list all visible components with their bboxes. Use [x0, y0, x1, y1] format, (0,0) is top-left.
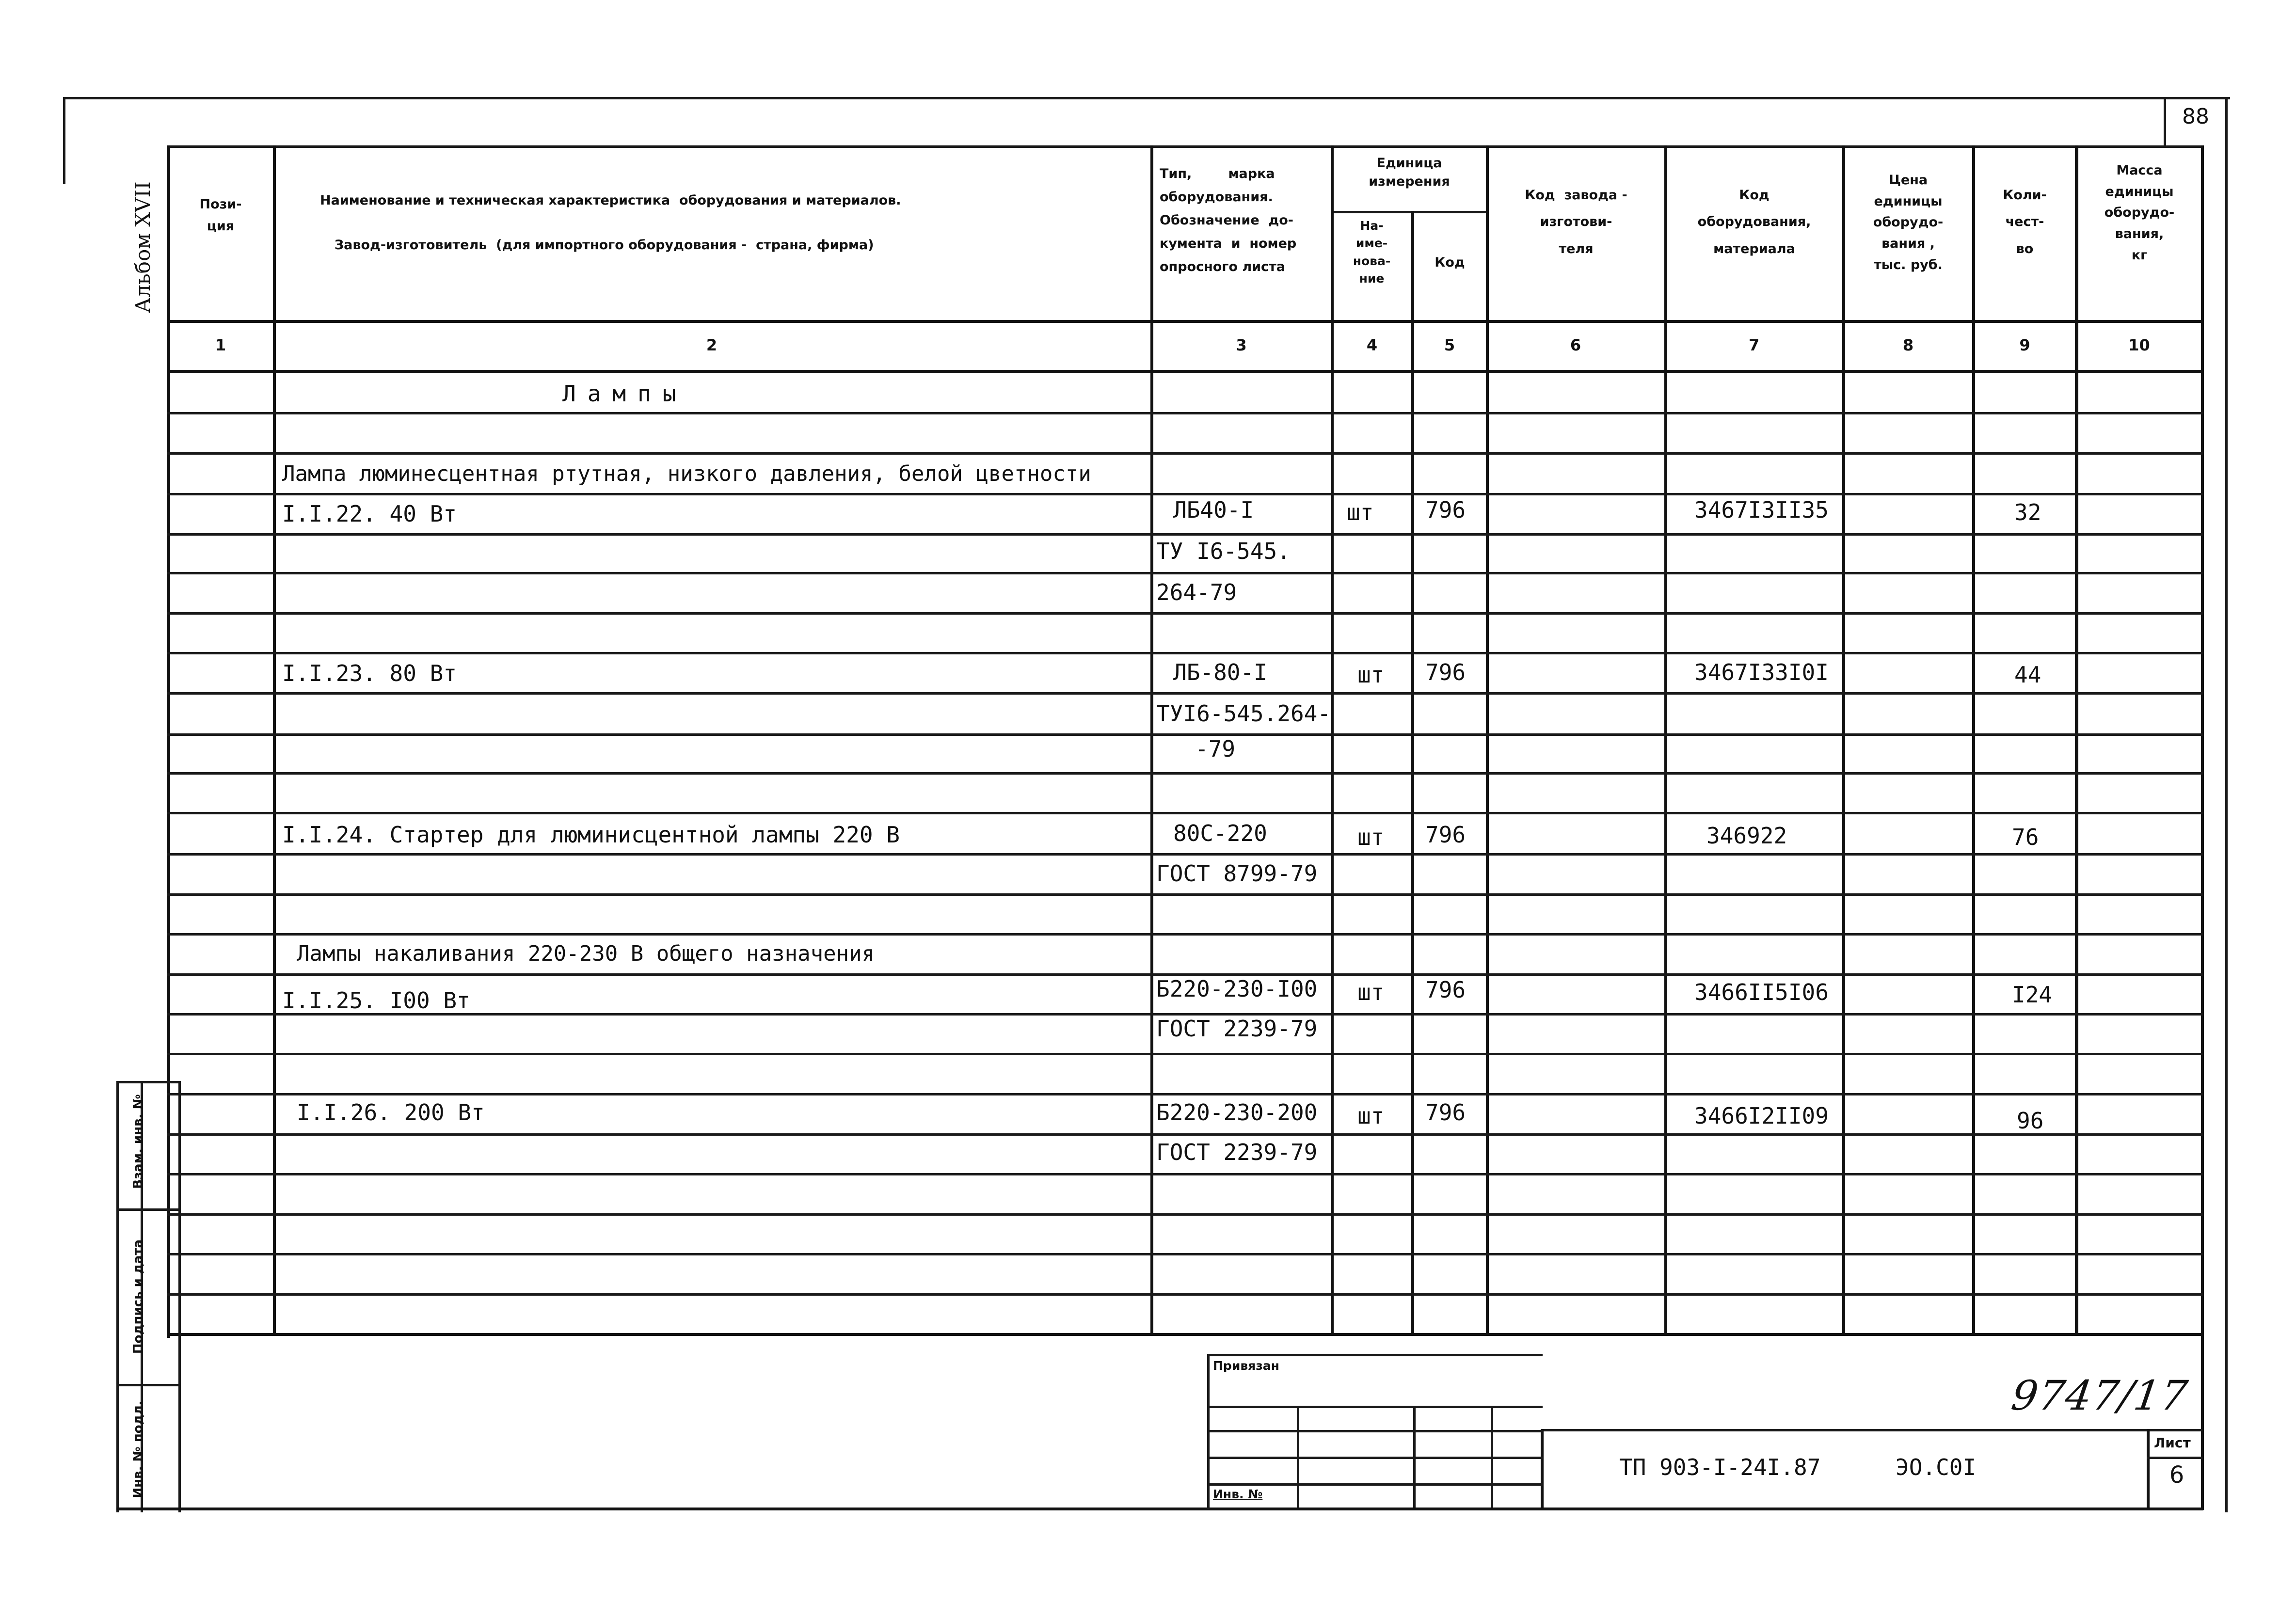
row-line	[167, 692, 2203, 695]
colnum-bottom-line	[167, 370, 2203, 373]
item-type-doc: ГОСТ 2239-79	[1156, 1139, 1318, 1165]
side-label-inv: Инв. № подл.	[131, 1400, 145, 1498]
col-number-10: 10	[2128, 336, 2150, 354]
col-number-5: 5	[1444, 336, 1455, 354]
page-number-box-left	[2164, 97, 2166, 148]
unit-split-line	[1331, 211, 1486, 213]
header-bottom-line	[167, 320, 2203, 323]
col-line-0	[167, 145, 170, 1338]
item-unit-code: 796	[1425, 822, 1466, 848]
header-name-line1: Наименование и техническая характеристика оборудования и материалов.	[320, 193, 901, 208]
item-equipment-code: 3467I33I0I	[1694, 659, 1829, 685]
col-line-1	[273, 145, 276, 1335]
item-unit: шт	[1347, 499, 1374, 525]
header-name-line2: Завод-изготовитель (для импортного оборудования - страна, фирма)	[335, 238, 874, 253]
row-line	[167, 1293, 2203, 1296]
col-number-4: 4	[1366, 336, 1378, 354]
item-type-doc: ТУ I6-545.	[1156, 538, 1291, 564]
sheet-box-left	[2147, 1429, 2150, 1509]
row-line	[167, 893, 2203, 896]
item-unit: шт	[1357, 979, 1385, 1005]
sheet-label: Лист	[2154, 1435, 2191, 1451]
col-number-2: 2	[706, 336, 718, 354]
header-position: Пози- ция	[199, 197, 242, 234]
row-line	[167, 1133, 2203, 1136]
titleblock-right	[2201, 1333, 2204, 1510]
side-label-vzam: Взам. инв. №	[131, 1094, 145, 1189]
item-equipment-code: 3466I2II09	[1694, 1103, 1829, 1129]
item-type: 80С-220	[1173, 820, 1267, 846]
group-title-fluorescent: Лампа люминесцентная ртутная, низкого давления, белой цветности	[282, 461, 1091, 486]
item-position: I.I.25. I00 Вт	[282, 987, 470, 1014]
row-line	[167, 533, 2203, 536]
item-position: I.I.24. Стартер для люминисцентной лампы 220 В	[282, 822, 900, 848]
table-top-line	[167, 145, 2203, 148]
header-unit-name: На- име- нова- ние	[1353, 219, 1391, 286]
col-line-5	[1486, 145, 1489, 1335]
item-type-doc: -79	[1195, 736, 1236, 762]
col-line-8	[1972, 145, 1975, 1335]
item-quantity: I24	[2012, 982, 2053, 1008]
item-position: I.I.22. 40 Вт	[282, 501, 457, 527]
item-unit: шт	[1357, 662, 1385, 688]
item-quantity: 96	[2017, 1108, 2044, 1134]
privyazan-col	[1413, 1406, 1416, 1508]
side-label-sign-date: Подпись и дата	[131, 1239, 145, 1354]
col-number-3: 3	[1236, 336, 1247, 354]
item-equipment-code: 346922	[1706, 823, 1787, 849]
col-line-7	[1842, 145, 1845, 1335]
table-bottom-line	[167, 1333, 2203, 1336]
inv-no-label: Инв. №	[1213, 1487, 1263, 1501]
header-unit-code: Код	[1435, 255, 1465, 270]
col-number-6: 6	[1570, 336, 1581, 354]
header-unit: Единица измерения	[1369, 156, 1450, 189]
side-strip-left	[116, 1081, 119, 1512]
privyazan-box-top	[1207, 1354, 1543, 1356]
item-position: I.I.23. 80 Вт	[282, 660, 457, 686]
top-border	[63, 97, 2230, 99]
header-mass: Масса единицы оборудо- вания, кг	[2104, 163, 2175, 263]
section-title: Лампы	[562, 381, 688, 407]
col-number-8: 8	[1902, 336, 1914, 354]
privyazan-col	[1297, 1406, 1299, 1508]
item-unit-code: 796	[1425, 977, 1466, 1003]
document-code: ТП 903-I-24I.87	[1619, 1454, 1821, 1480]
item-equipment-code: 3466II5I06	[1694, 979, 1829, 1005]
group-title-incandescent: Лампы накаливания 220-230 В общего назначения	[297, 941, 875, 966]
privyazan-label: Привязан	[1213, 1359, 1279, 1373]
titleblock-divider	[1541, 1429, 1544, 1509]
item-type: ЛБ-80-I	[1173, 659, 1267, 685]
col-line-9	[2075, 145, 2078, 1335]
privyazan-col	[1491, 1406, 1493, 1508]
row-line	[167, 853, 2203, 856]
row-line	[167, 572, 2203, 574]
item-type-doc: ТУI6-545.264-	[1156, 700, 1331, 727]
col-number-7: 7	[1748, 336, 1760, 354]
row-line	[167, 1173, 2203, 1175]
item-quantity: 44	[2014, 662, 2041, 688]
row-line	[167, 452, 2203, 455]
header-type: Тип, марка оборудования. Обозначение до- кумента и номер опросного листа	[1160, 166, 1297, 275]
item-position: I.I.26. 200 Вт	[297, 1099, 485, 1126]
item-type-doc: ГОСТ 8799-79	[1156, 860, 1318, 887]
side-strip-right	[178, 1081, 181, 1512]
item-unit: шт	[1357, 824, 1385, 850]
item-unit-code: 796	[1425, 659, 1466, 685]
item-unit: шт	[1357, 1103, 1385, 1129]
item-type-doc: 264-79	[1156, 579, 1237, 605]
left-border	[63, 97, 65, 184]
item-quantity: 32	[2014, 499, 2041, 525]
item-equipment-code: 3467I3II35	[1694, 497, 1829, 523]
col-number-9: 9	[2019, 336, 2030, 354]
row-line	[167, 733, 2203, 736]
row-line	[167, 1053, 2203, 1055]
album-label: Альбом XVII	[131, 181, 155, 313]
col-line-10	[2201, 145, 2204, 1335]
row-line	[167, 812, 2203, 814]
row-line	[167, 1213, 2203, 1216]
sheet-box-split	[2147, 1457, 2202, 1459]
sheet-code: ЭО.С0I	[1896, 1454, 1977, 1480]
row-line	[167, 412, 2203, 414]
col-line-3	[1331, 145, 1334, 1335]
item-type: Б220-230-200	[1156, 1099, 1318, 1126]
item-type: Б220-230-I00	[1156, 976, 1318, 1002]
row-line	[167, 652, 2203, 654]
item-type-doc: ГОСТ 2239-79	[1156, 1016, 1318, 1042]
header-quantity: Коли- чест- во	[2003, 188, 2047, 256]
titleblock-top-right	[1541, 1429, 2202, 1431]
titleblock-bottom	[116, 1508, 2203, 1510]
header-price: Цена единицы оборудо- вания , тыс. руб.	[1873, 173, 1944, 272]
row-line	[167, 1253, 2203, 1255]
page-number: 88	[2182, 104, 2209, 129]
item-unit-code: 796	[1425, 1099, 1466, 1126]
col-line-6	[1664, 145, 1667, 1335]
col-number-1: 1	[215, 336, 226, 354]
row-line	[167, 933, 2203, 936]
row-line	[167, 1093, 2203, 1095]
sheet-number: 6	[2169, 1461, 2184, 1489]
header-equipment-code: Код оборудования, материала	[1697, 188, 1811, 256]
row-line	[167, 612, 2203, 615]
row-line	[167, 493, 2203, 495]
col-line-2	[1150, 145, 1153, 1335]
right-border	[2225, 97, 2228, 1512]
item-type: ЛБ40-I	[1173, 497, 1254, 523]
handwritten-number: 9747/17	[2009, 1372, 2191, 1419]
item-quantity: 76	[2012, 824, 2039, 850]
header-factory-code: Код завода - изготови- теля	[1525, 188, 1627, 256]
item-unit-code: 796	[1425, 497, 1466, 523]
row-line	[167, 772, 2203, 775]
